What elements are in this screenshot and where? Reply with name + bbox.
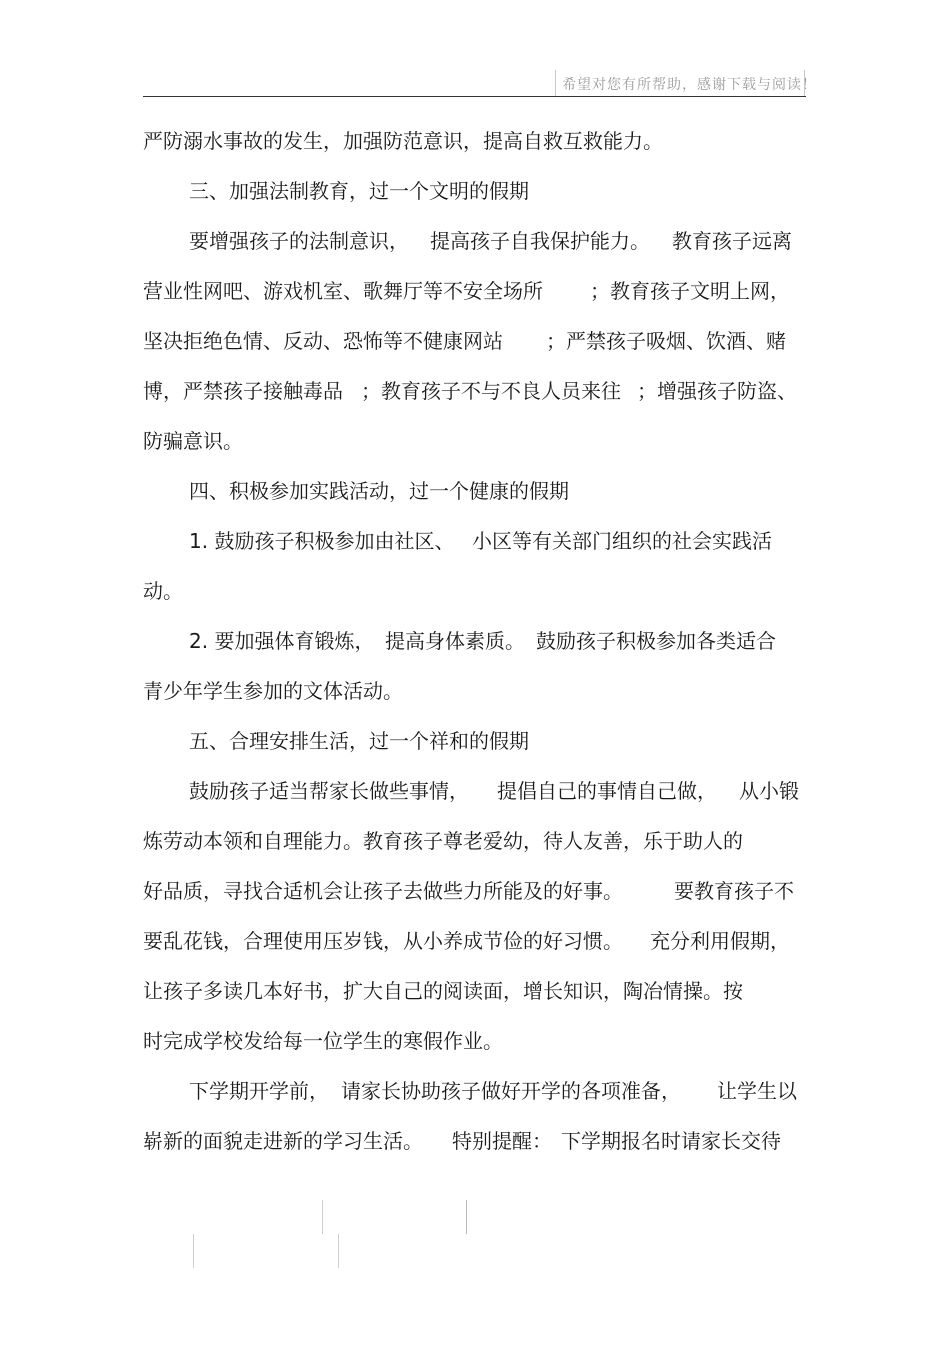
text-fragment: 从小锻 xyxy=(739,779,799,803)
text-fragment: 提倡自己的事情自己做， xyxy=(497,779,717,803)
scan-mark xyxy=(322,1200,323,1234)
text-fragment: 充分利用假期， xyxy=(650,929,790,953)
text-fragment: 下学期开学前， xyxy=(189,1079,329,1103)
text-fragment: 提高孩子自我保护能力。 xyxy=(430,229,650,253)
text-fragment: 营业性网吧、游戏机室、歌舞厅等不安全场所 xyxy=(143,279,543,303)
text-fragment: 好品质，寻找合适机会让孩子去做些力所能及的好事。 xyxy=(143,879,623,903)
text-fragment: 2. 要加强体育锻炼， xyxy=(189,629,375,653)
header-rule xyxy=(143,96,806,97)
text-fragment: 时完成学校发给每一位学生的寒假作业。 xyxy=(143,1029,503,1053)
text-fragment: 四、积极参加实践活动，过一个健康的假期 xyxy=(189,479,569,503)
text-fragment: ；教育孩子文明上网， xyxy=(590,279,790,303)
text-fragment: 鼓励孩子适当帮家长做些事情， xyxy=(189,779,469,803)
text-fragment: 博，严禁孩子接触毒品 xyxy=(143,379,343,403)
text-fragment: ；教育孩子不与不良人员来往 xyxy=(361,379,621,403)
text-fragment: 1. 鼓励孩子积极参加由社区、 xyxy=(189,529,455,553)
text-fragment: 崭新的面貌走进新的学习生活。 xyxy=(143,1129,423,1153)
text-fragment: 小区等有关部门组织的社会实践活 xyxy=(472,529,772,553)
text-fragment: 提高身体素质。 xyxy=(385,629,525,653)
text-fragment: 要增强孩子的法制意识， xyxy=(189,229,409,253)
text-fragment: 要教育孩子不 xyxy=(674,879,794,903)
text-fragment: ；增强孩子防盗、 xyxy=(637,379,797,403)
text-fragment: 请家长协助孩子做好开学的各项准备， xyxy=(341,1079,681,1103)
text-fragment: 炼劳动本领和自理能力。教育孩子尊老爱幼，待人友善，乐于助人的 xyxy=(143,829,743,853)
text-fragment: ；严禁孩子吸烟、饮酒、赌 xyxy=(546,329,786,353)
scan-mark xyxy=(193,1234,194,1268)
text-fragment: 坚决拒绝色情、反动、恐怖等不健康网站 xyxy=(143,329,503,353)
text-fragment: 青少年学生参加的文体活动。 xyxy=(143,679,403,703)
text-fragment: 防骗意识。 xyxy=(143,429,243,453)
text-fragment: 三、加强法制教育，过一个文明的假期 xyxy=(189,179,529,203)
text-fragment: 下学期报名时请家长交待 xyxy=(561,1129,781,1153)
text-fragment: 让孩子多读几本好书，扩大自己的阅读面，增长知识，陶冶情操。按 xyxy=(143,979,743,1003)
text-fragment: 严防溺水事故的发生，加强防范意识，提高自救互救能力。 xyxy=(143,129,663,153)
text-fragment: 让学生以 xyxy=(717,1079,797,1103)
text-fragment: 动。 xyxy=(143,579,183,603)
text-fragment: 特别提醒： xyxy=(452,1129,552,1153)
text-fragment: 鼓励孩子积极参加各类适合 xyxy=(536,629,776,653)
text-fragment: 要乱花钱，合理使用压岁钱，从小养成节俭的好习惯。 xyxy=(143,929,623,953)
scan-mark xyxy=(466,1200,467,1234)
text-fragment: 教育孩子远离 xyxy=(672,229,792,253)
header-note: 希望对您有所帮助，感谢下载与阅读！ xyxy=(562,77,817,93)
text-fragment: 五、合理安排生活，过一个祥和的假期 xyxy=(189,729,529,753)
scan-mark xyxy=(338,1234,339,1268)
